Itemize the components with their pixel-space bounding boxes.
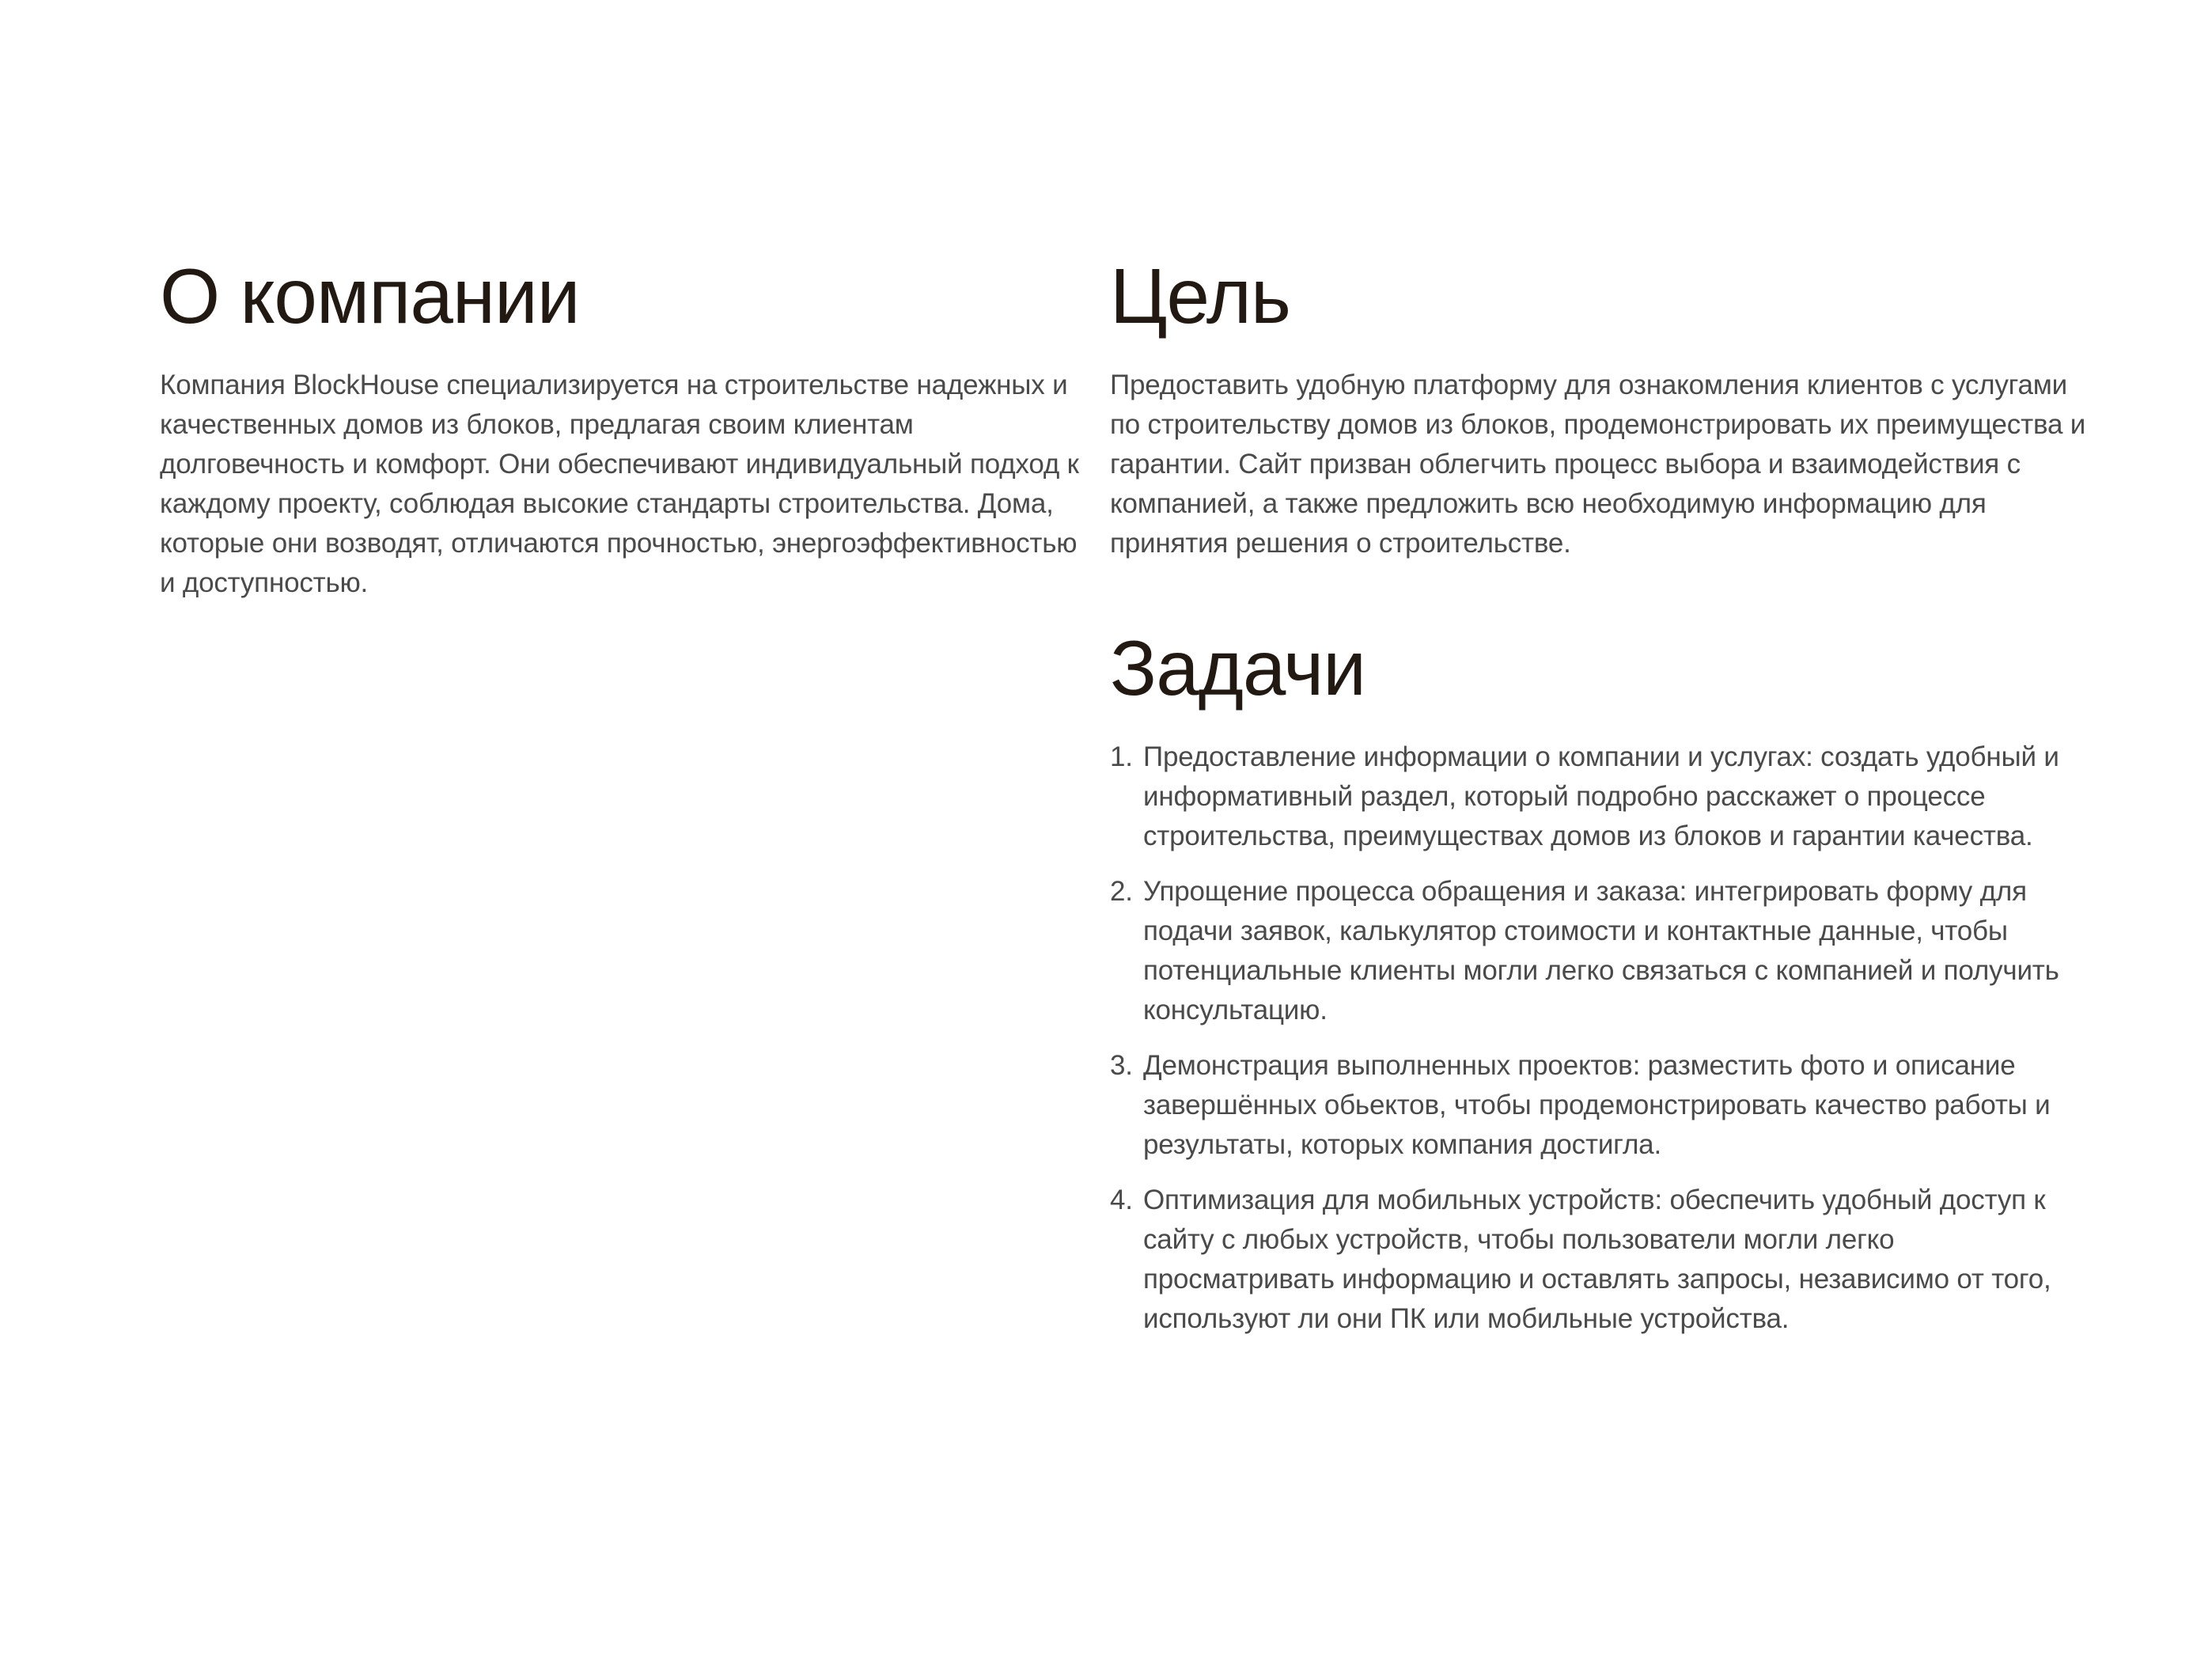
about-text: Компания BlockHouse специализируется на строительстве надежных и качественных домов из блоков, предлагая своим клиентам долговечность и комфорт. Они обеспечивают индивидуальный подход к каждому проекту, соблюдая высокие стандарты строительства. Дома, которые они возводят, отличаются прочностью, энергоэффективностью и доступностью. <box>160 370 1079 598</box>
goal-title: Цель <box>1110 252 1290 339</box>
task-item-2 <box>1110 872 2091 1030</box>
tasks-list <box>1110 737 2091 1355</box>
task-number: 3. <box>1110 1050 1133 1081</box>
task-item-1 <box>1110 737 2091 856</box>
task-text: Предоставление информации о компании и услугах: создать удобный и информативный раздел, который подробно расскажет о процессе строительства, преимуществах домов из блоков и гарантии качества. <box>1143 741 2059 851</box>
task-text: Демонстрация выполненных проектов: разместить фото и описание завершённых обьектов, чтобы продемонстрировать качество работы и результаты, которых компания достигла. <box>1143 1050 2051 1160</box>
task-text: Оптимизация для мобильных устройств: обеспечить удобный доступ к сайту с любых устройств, чтобы пользователи могли легко просматривать информацию и оставлять запросы, независимо от того, используют ли они ПК или мобильные устройства. <box>1143 1185 2051 1334</box>
tasks-title: Задачи <box>1110 624 1366 711</box>
task-number: 4. <box>1110 1185 1133 1215</box>
task-number: 2. <box>1110 876 1133 907</box>
task-item-3 <box>1110 1046 2091 1165</box>
task-text: Упрощение процесса обращения и заказа: интегрировать форму для подачи заявок, калькулятор стоимости и контактные данные, чтобы потенциальные клиенты могли легко связаться с компанией и получить консультацию. <box>1143 876 2059 1025</box>
about-title: О компании <box>160 252 580 339</box>
task-item-4 <box>1110 1181 2091 1339</box>
task-number: 1. <box>1110 741 1133 772</box>
goal-text: Предоставить удобную платформу для ознакомления клиентов с услугами по строительству домов из блоков, продемонстрировать их преимущества и гарантии. Сайт призван облегчить процесс выбора и взаимодействия с компанией, а также предложить всю необходимую информацию для принятия решения о строительстве. <box>1110 370 2086 559</box>
